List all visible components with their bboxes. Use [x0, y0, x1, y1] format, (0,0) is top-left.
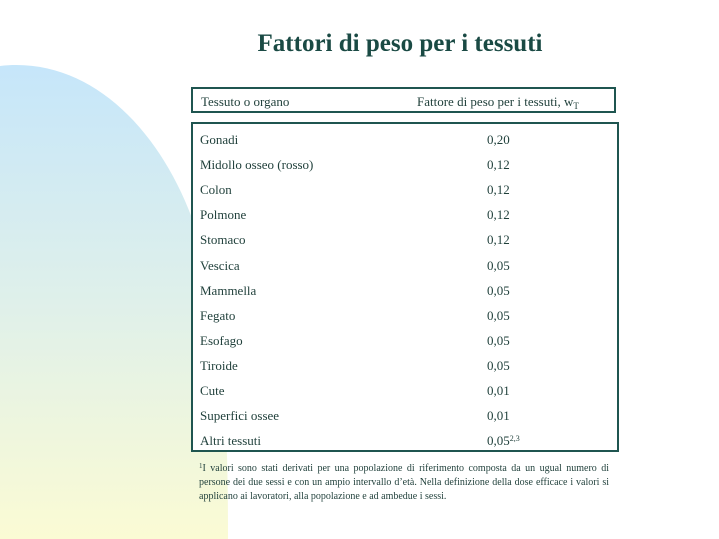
organ-cell: Gonadi: [200, 132, 239, 147]
factor-cell: [487, 383, 510, 399]
organ-cell: Midollo osseo (rosso): [200, 157, 314, 173]
table-header: [191, 87, 616, 113]
footnote-marker: 1: [199, 462, 203, 470]
column-header-factor-subscript: T: [573, 101, 579, 111]
table-row: [193, 377, 617, 402]
factor-cell: [487, 408, 510, 424]
table-row: [193, 277, 617, 302]
organ-cell: Fegato: [200, 307, 236, 323]
weighting-factor-table: [191, 122, 619, 452]
factor-cell: [487, 132, 510, 148]
table-row: [193, 176, 617, 201]
table-row: [193, 201, 617, 226]
organ-cell: Stomaco: [200, 232, 246, 248]
factor-cell: [487, 333, 510, 349]
factor-value: 0,12: [487, 232, 510, 248]
factor-value: 0,20: [487, 132, 510, 147]
factor-cell: [487, 232, 510, 248]
organ-cell: Altri tessuti: [200, 433, 262, 449]
factor-value: 0,01: [487, 408, 510, 424]
organ-cell: Tiroide: [200, 357, 238, 373]
table-row: [193, 126, 617, 151]
factor-cell: [487, 433, 520, 449]
table-row: [193, 226, 617, 251]
table-row: [193, 427, 617, 452]
table-row: [193, 252, 617, 277]
factor-cell: [487, 308, 510, 324]
table-row: [193, 352, 617, 377]
factor-value: 0,05: [487, 332, 510, 348]
organ-cell: Vescica: [200, 257, 240, 273]
factor-cell: [487, 157, 510, 173]
factor-value: 0,05: [487, 282, 510, 298]
organ-cell: Superfici ossee: [200, 408, 280, 424]
factor-value: 0,12: [487, 182, 510, 198]
column-header-factor: Fattore di peso per i tessuti, $w_T$: [417, 94, 579, 111]
factor-cell: [487, 358, 510, 374]
factor-value: 0,12: [487, 157, 510, 173]
factor-cell: [487, 182, 510, 198]
organ-cell: Mammella: [200, 282, 257, 298]
page-title: Fattori di peso per i tessuti: [257, 30, 543, 57]
organ-cell: Esofago: [200, 332, 243, 348]
factor-value: 0,05: [487, 307, 510, 323]
table-row: [193, 151, 617, 176]
footnote-text: I valori sono stati derivati per una popolazione di riferimento composta da un ugual numero di persone dei due sessi e con un ampio intervallo d’età. Nella definizione della dose efficace i valori si applicano ai lavoratori, alla popolazione e ad ambedue i sessi.: [199, 463, 609, 502]
factor-value: 0,05: [487, 357, 510, 373]
table-row: [193, 402, 617, 427]
organ-cell: Colon: [200, 182, 232, 198]
factor-cell: [487, 207, 510, 223]
column-header-organ: Tessuto o organo: [201, 94, 290, 109]
footnote: [199, 459, 609, 504]
factor-cell: [487, 283, 510, 299]
factor-value: 0,05: [487, 257, 510, 273]
organ-cell: Cute: [200, 383, 225, 398]
factor-value: 0,12: [487, 207, 510, 223]
factor-value: 0,05: [487, 433, 510, 449]
table-row: [193, 327, 617, 352]
organ-cell: Polmone: [200, 207, 247, 223]
table-row: [193, 302, 617, 327]
factor-cell: [487, 258, 510, 274]
factor-footnote-ref: 2,3: [509, 434, 520, 444]
factor-value: 0,01: [487, 383, 510, 398]
